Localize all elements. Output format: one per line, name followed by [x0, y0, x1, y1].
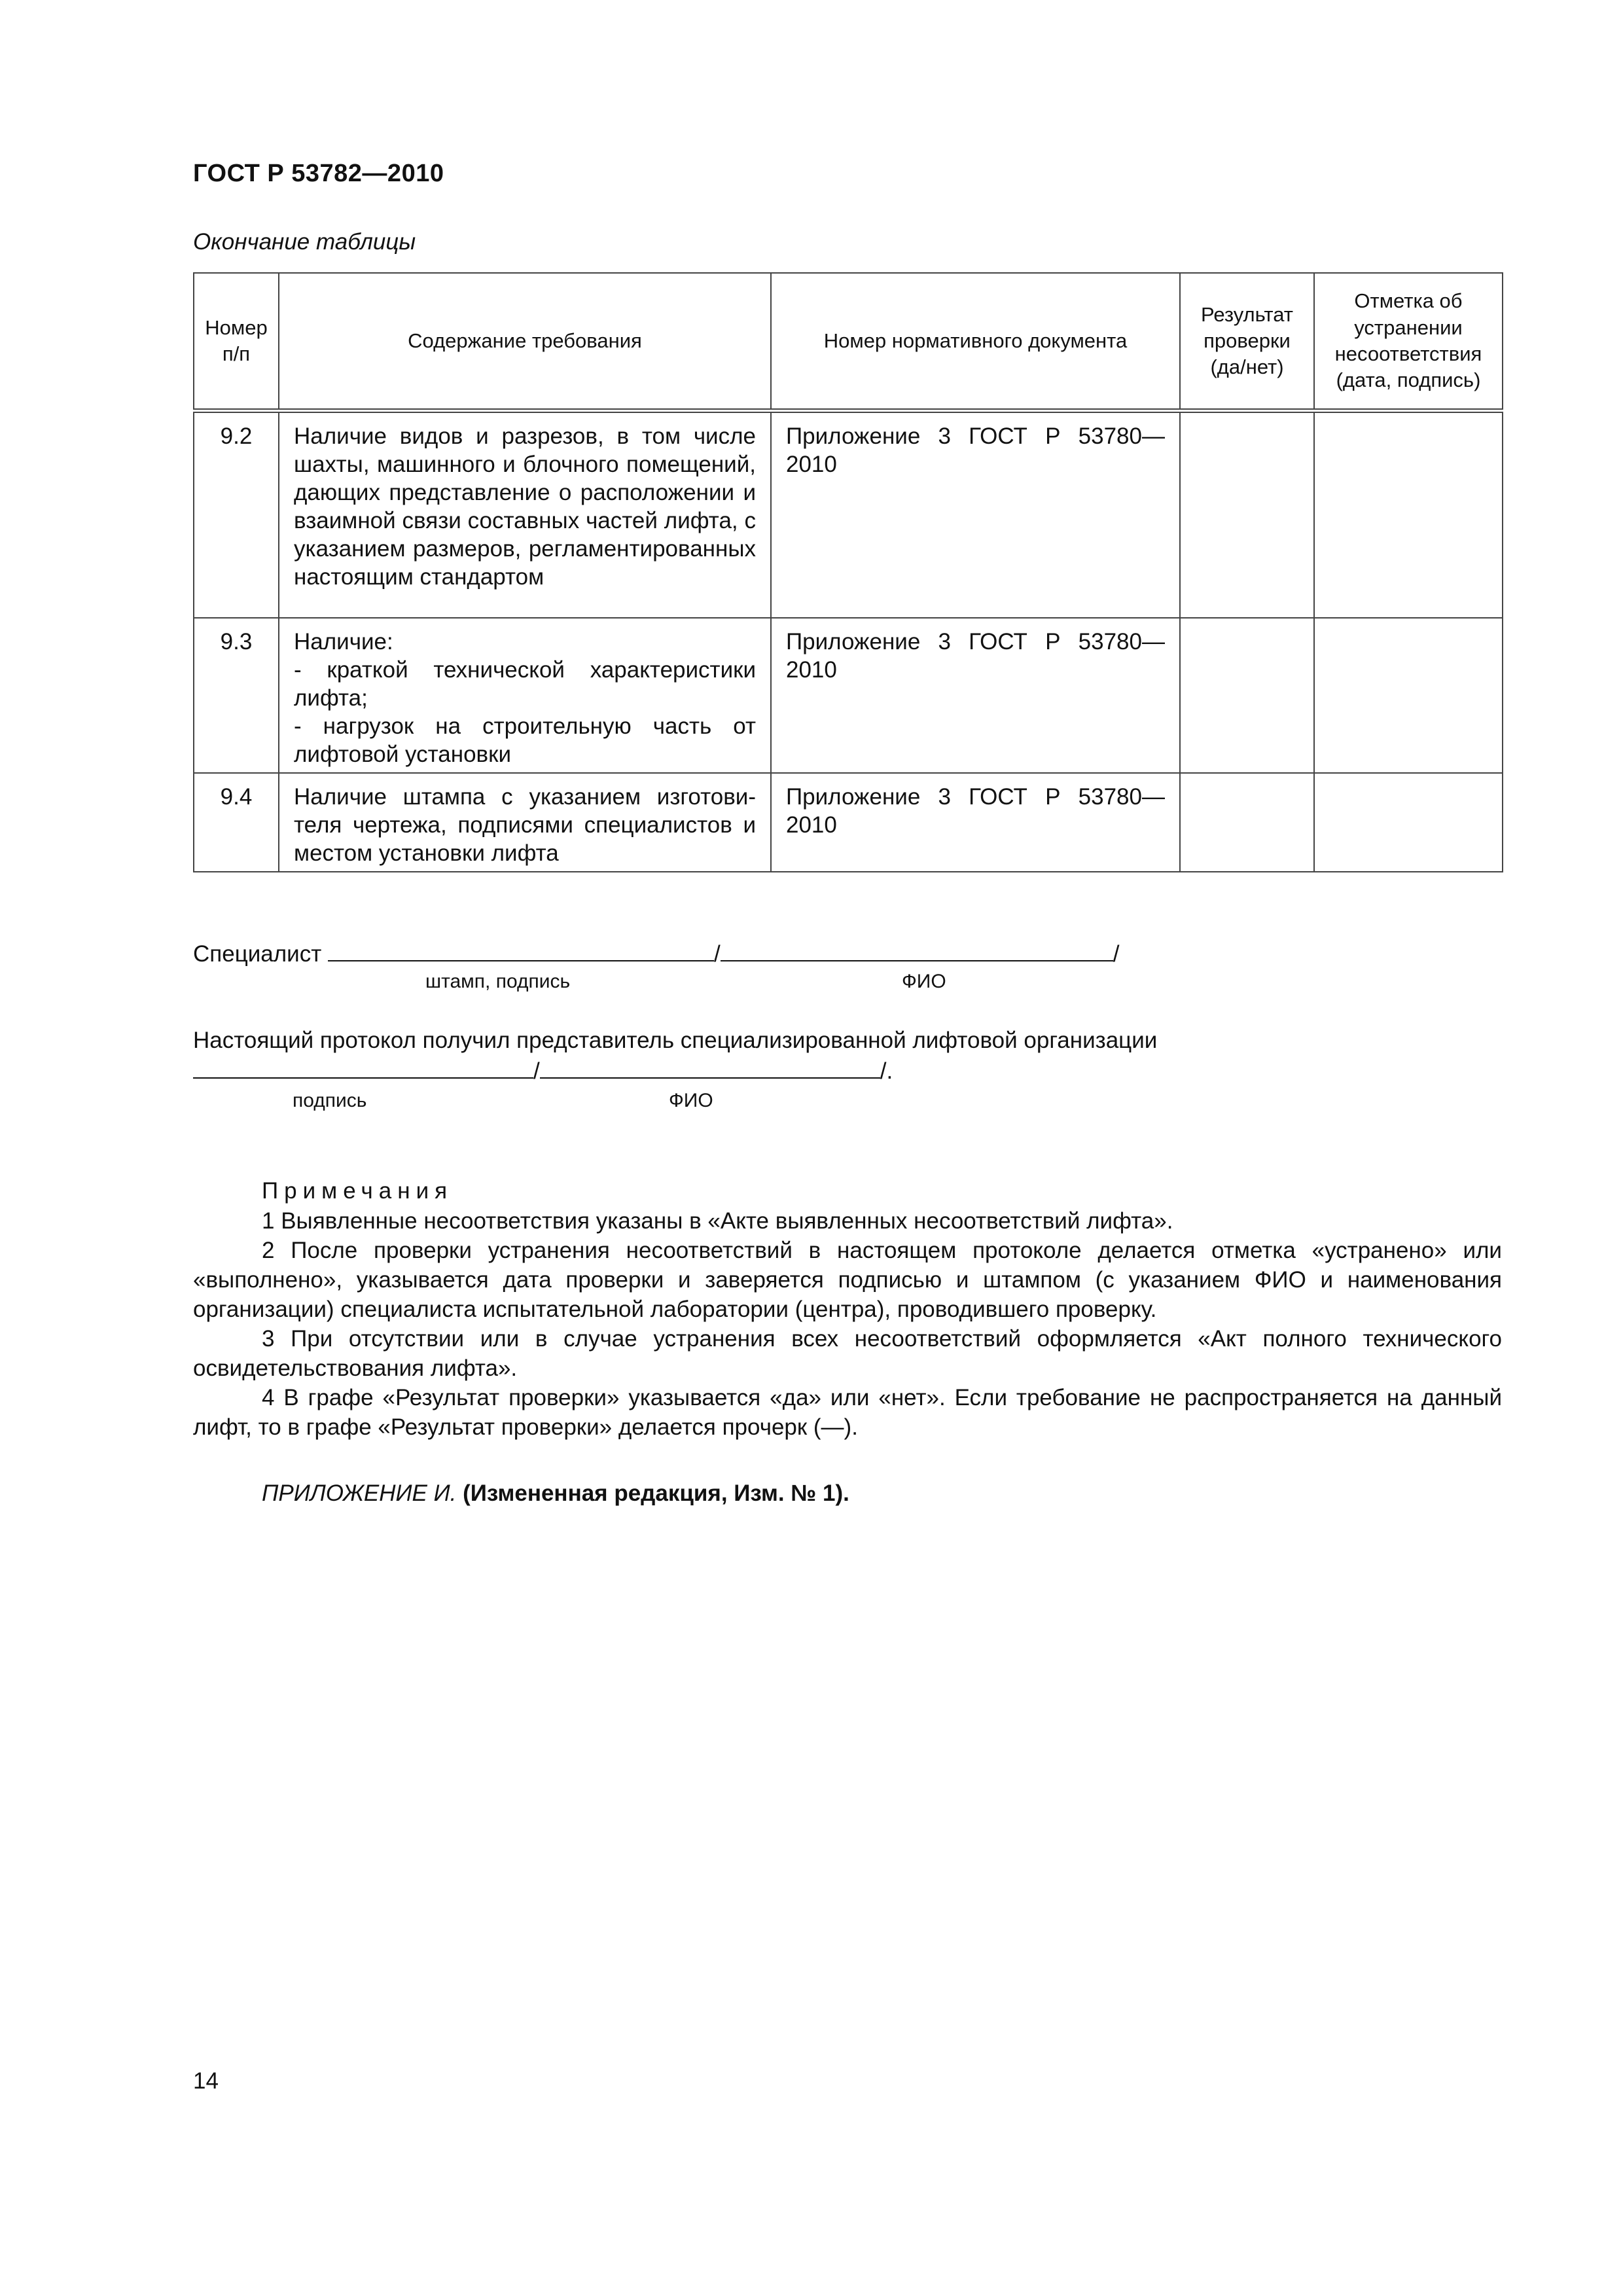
table-caption: Окончание таблицы	[193, 229, 416, 255]
table-row	[194, 773, 1503, 872]
requirement-line: - нагрузок на строительную часть от лифтовой установки	[294, 713, 756, 767]
note-item: 3 При отсутствии или в случае устранения всех несоответствий оформляется «Акт полного технического освидетельствования лифта».	[193, 1326, 1502, 1381]
row-requirement	[279, 618, 771, 773]
table-row	[194, 411, 1503, 618]
separator-end: /.	[880, 1058, 893, 1084]
recipient-fio-field[interactable]	[540, 1055, 880, 1079]
table-row	[194, 618, 1503, 773]
col-header-mark: Отметка об устранении несоответствия (дата, подпись)	[1314, 273, 1503, 411]
col-header-result: Результат проверки (да/нет)	[1180, 273, 1314, 411]
appendix-revision: (Измененная редакция, Изм. № 1).	[463, 1480, 849, 1506]
recipient-signature-line	[193, 1055, 893, 1085]
appendix-label: ПРИЛОЖЕНИЕ И.	[262, 1480, 457, 1506]
notes-list	[193, 1206, 1502, 1442]
row-doc: Приложение 3 ГОСТ Р 53780—2010	[771, 411, 1180, 618]
row-result[interactable]	[1180, 411, 1314, 618]
specialist-fio-caption: ФИО	[902, 971, 946, 992]
col-header-requirement: Содержание требования	[279, 273, 771, 411]
row-requirement: Наличие штампа с указанием изготовителя чертежа, подписями специалистов и местом установки лифта	[279, 773, 771, 872]
document-code: ГОСТ Р 53782—2010	[193, 160, 444, 187]
row-doc: Приложение 3 ГОСТ Р 53780—2010	[771, 773, 1180, 872]
row-result[interactable]	[1180, 618, 1314, 773]
separator: /	[533, 1058, 540, 1084]
specialist-label: Специалист	[193, 941, 322, 967]
recipient-signature-caption: подпись	[293, 1090, 367, 1111]
row-num: 9.2	[194, 411, 279, 618]
notes-title: Примечания	[262, 1178, 454, 1204]
separator: /	[714, 941, 721, 967]
row-num: 9.3	[194, 618, 279, 773]
col-header-num: Номер п/п	[194, 273, 279, 411]
requirement-line: - краткой технической характеристики лифта;	[294, 656, 756, 711]
stamp-signature-caption: штамп, подпись	[425, 971, 571, 992]
row-requirement: Наличие видов и разрезов, в том числе шахты, машинного и блочного помещений, дающих представление о расположении и взаимной связи составных частей лифта, с указанием размеров, регламентированных настоящим стандартом	[279, 411, 771, 618]
specialist-fio-field[interactable]	[721, 938, 1113, 961]
table-header-row	[194, 273, 1503, 411]
row-doc: Приложение 3 ГОСТ Р 53780—2010	[771, 618, 1180, 773]
stamp-signature-field[interactable]	[328, 938, 714, 961]
protocol-received-text: Настоящий протокол получил представитель специализированной лифтовой организации	[193, 1028, 1158, 1053]
note-item: 4 В графе «Результат проверки» указывается «да» или «нет». Если требование не распространяется на данный лифт, то в графе «Результат проверки» делается прочерк (—).	[193, 1385, 1502, 1440]
row-result[interactable]	[1180, 773, 1314, 872]
separator: /	[1113, 941, 1120, 967]
specialist-signature-line	[193, 938, 1119, 967]
recipient-fio-caption: ФИО	[669, 1090, 713, 1111]
col-header-doc: Номер нормативного документа	[771, 273, 1180, 411]
recipient-signature-field[interactable]	[193, 1055, 533, 1079]
requirements-table	[193, 272, 1503, 872]
row-num: 9.4	[194, 773, 279, 872]
requirement-line: Наличие:	[294, 628, 393, 655]
row-mark[interactable]	[1314, 773, 1503, 872]
page-number: 14	[193, 2068, 219, 2094]
row-mark[interactable]	[1314, 411, 1503, 618]
row-mark[interactable]	[1314, 618, 1503, 773]
note-item: 2 После проверки устранения несоответствий в настоящем протоколе делается отметка «устранено» или «выполнено», указывается дата проверки и заверяется подписью и штампом (с указанием ФИО и наименования организации) специалиста испытательной лаборатории (центра), проводившего проверку.	[193, 1238, 1502, 1322]
note-item: 1 Выявленные несоответствия указаны в «Акте выявленных несоответствий лифта».	[262, 1208, 1173, 1234]
appendix-note	[262, 1480, 849, 1507]
